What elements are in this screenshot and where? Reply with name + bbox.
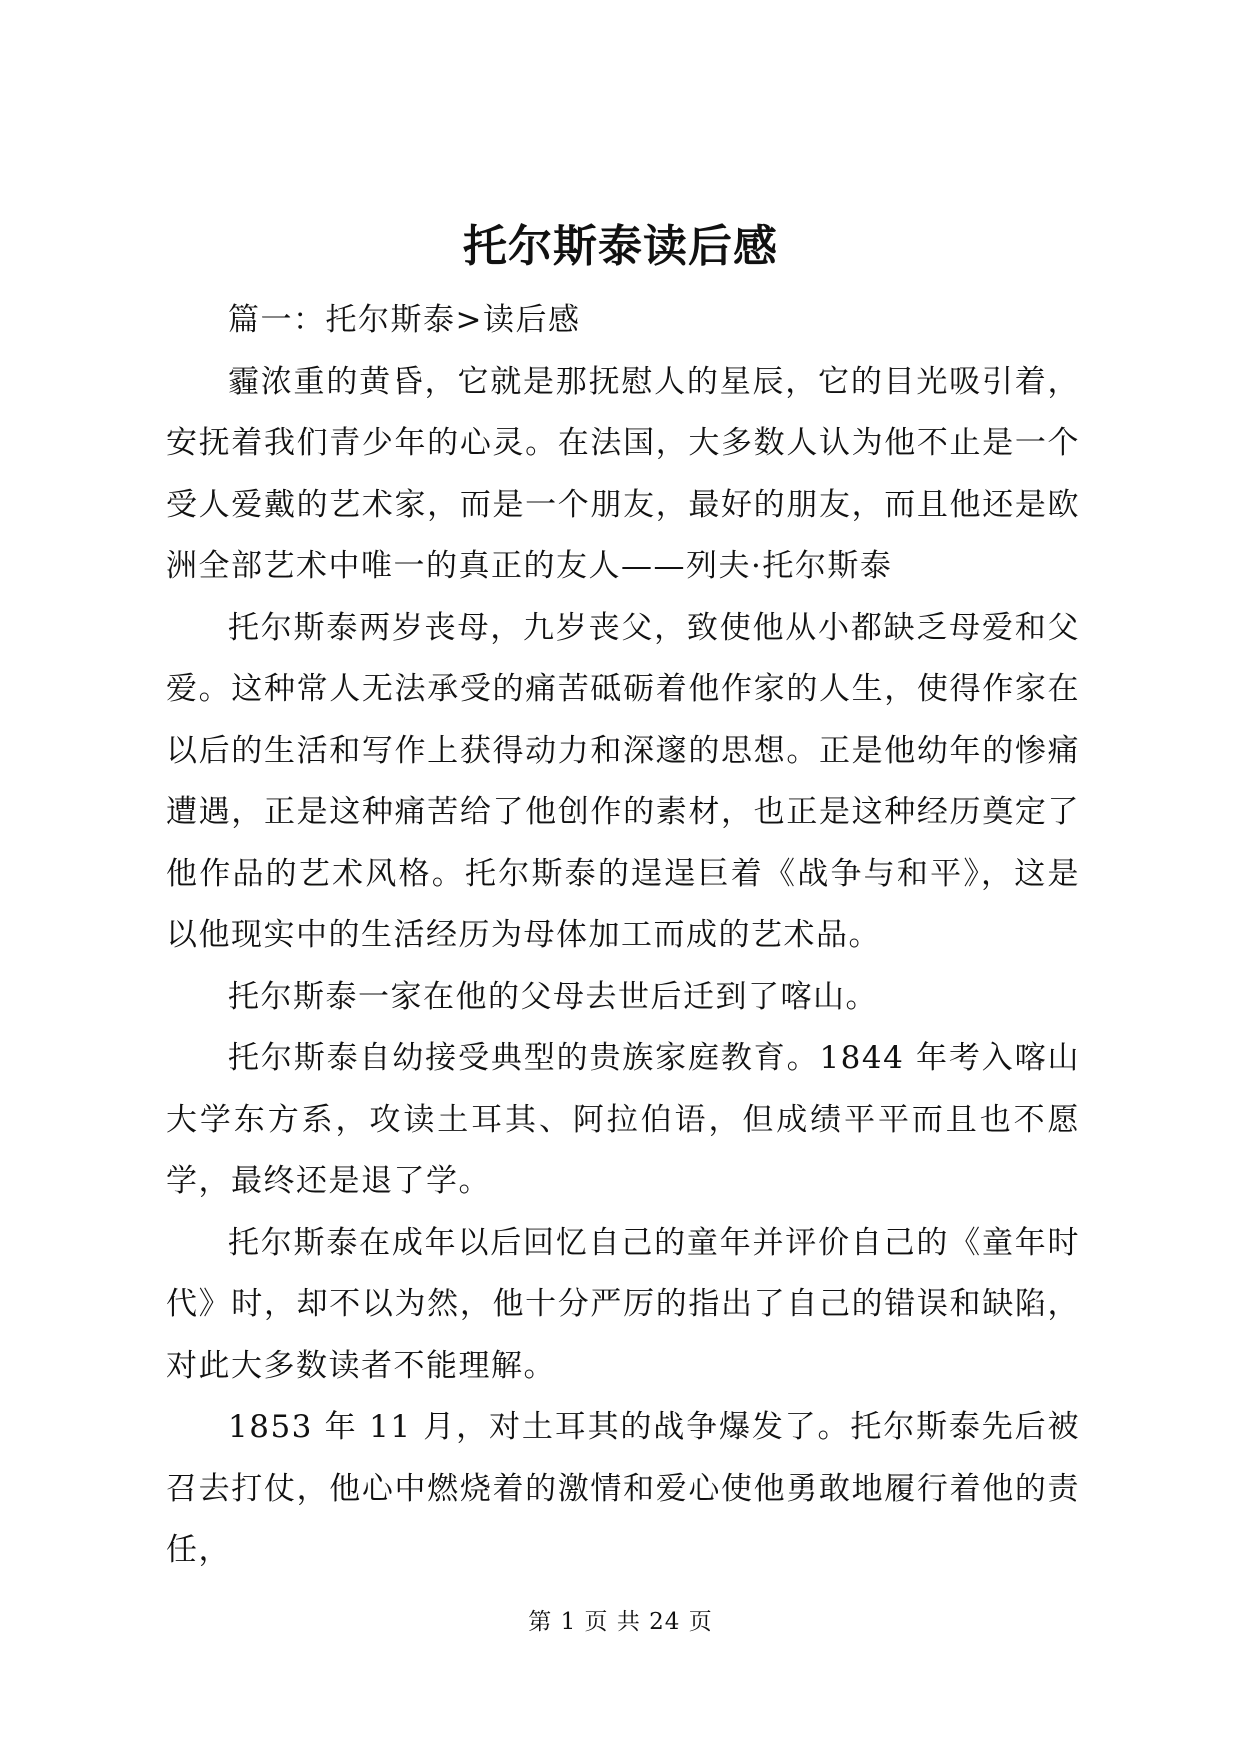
document-title: 托尔斯泰读后感: [463, 221, 778, 272]
document-body: [166, 290, 1080, 1582]
paragraph: 托尔斯泰一家在他的父母去世后迁到了喀山。: [228, 978, 878, 1015]
paragraph: 霾浓重的黄昏，它就是那抚慰人的星辰，它的目光吸引着，安抚着我们青少年的心灵。在法国，大多数人认为他不止是一个受人爱戴的艺术家，而是一个朋友，最好的朋友，而且他还是欧洲全部艺术中唯一的真正的友人——列夫·托尔斯泰: [166, 363, 1080, 584]
paragraph: 托尔斯泰在成年以后回忆自己的童年并评价自己的《童年时代》时，却不以为然，他十分严厉的指出了自己的错误和缺陷，对此大多数读者不能理解。: [166, 1224, 1080, 1384]
page-number-footer: 第 1 页 共 24 页: [528, 1609, 713, 1635]
paragraph: 托尔斯泰两岁丧母，九岁丧父，致使他从小都缺乏母爱和父爱。这种常人无法承受的痛苦砥砺着他作家的人生，使得作家在以后的生活和写作上获得动力和深邃的思想。正是他幼年的惨痛遭遇，正是这种痛苦给了他创作的素材，也正是这种经历奠定了他作品的艺术风格。托尔斯泰的逞逞巨着《战争与和平》，这是以他现实中的生活经历为母体加工而成的艺术品。: [166, 609, 1080, 953]
paragraph: 托尔斯泰自幼接受典型的贵族家庭教育。1844 年考入喀山大学东方系，攻读土耳其、阿拉伯语，但成绩平平而且也不愿学，最终还是退了学。: [166, 1040, 1080, 1199]
paragraph: 1853 年 11 月，对土耳其的战争爆发了。托尔斯泰先后被召去打仗，他心中燃烧着的激情和爱心使他勇敢地履行着他的责任，: [166, 1409, 1080, 1568]
section-heading: 篇一：托尔斯泰>读后感: [228, 302, 581, 338]
